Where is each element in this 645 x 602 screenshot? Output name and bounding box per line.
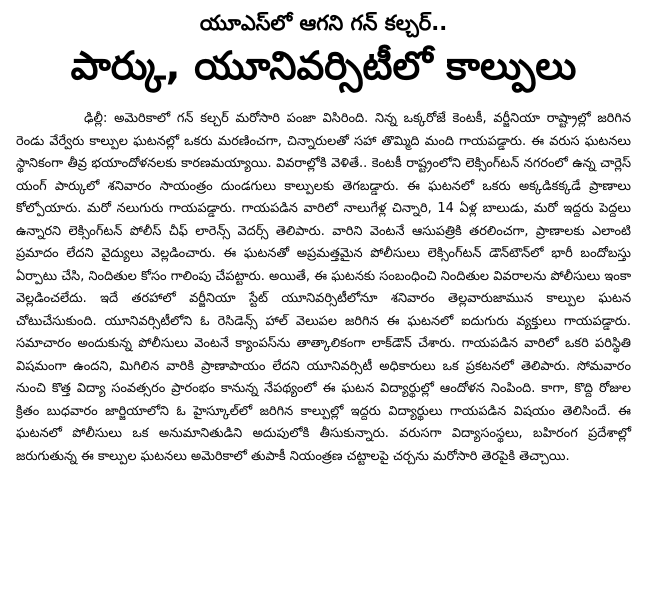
article-dateline: ఢిల్లీ:: [84, 111, 108, 126]
article-headline: పార్కు, యూనివర్సిటీలో కాల్పులు: [70, 44, 577, 89]
article-body-text: అమెరికాలో గన్ కల్చర్ మరోసారి పంజా విసిరింది. నిన్న ఒక్కరోజే కెంటకీ, వర్జీనియా రాష్ట్రాల్లో జరిగిన రెండు వేర్వేరు కాల్పుల ఘటనల్లో ఒకరు మరణించగా, చిన్నారులతో సహా తొమ్మిది మంది గాయపడ్డారు. ఈ వరుస ఘటనలు స్థానికంగా తీవ్ర భయాందోళనలకు కారణమయ్యాయి. వివరాల్లోకి వెళితే.. కెంటకీ రాష్ట్రంలోని లెక్సింగ్‌టన్ నగరంలో ఉన్న చార్లెస్ యంగ్ పార్కులో శనివారం సాయంత్రం దుండగులు కాల్పులకు తెగబడ్డారు. ఈ ఘటనలో ఒకరు అక్కడికక్కడే ప్రాణాలు కోల్పోయారు. మరో నలుగురు గాయపడ్డారు. గాయపడిన వారిలో నాలుగేళ్ల చిన్నారి, 14 ఏళ్ల బాలుడు, మరో ఇద్దరు పెద్దలు ఉన్నారని లెక్సింగ్‌టన్ పోలీస్ చీఫ్ లారెన్స్ వెదర్స్ తెలిపారు. వారిని వెంటనే ఆసుపత్రికి తరలించగా, ప్రాణాలకు ఎలాంటి ప్రమాదం లేదని వైద్యులు వెల్లడించారు. ఈ ఘటనతో అప్రమత్తమైన పోలీసులు లెక్సింగ్‌టన్ డౌన్‌టౌన్‌లో భారీ బందోబస్తు ఏర్పాటు చేసి, నిందితుల కోసం గాలింపు చేపట్టారు. అయితే, ఈ ఘటనకు సంబంధించి నిందితుల వివరాలను పోలీసులు ఇంకా వెల్లడించలేదు. ఇదే తరహాలో వర్జీనియా స్టేట్ యూనివర్సిటీలోనూ శనివారం తెల్లవారుజామున కాల్పుల ఘటన చోటుచేసుకుంది. యూనివర్సిటీలోని ఓ రెసిడెన్స్ హాల్ వెలుపల జరిగిన ఈ ఘటనలో ఐదుగురు వ్యక్తులు గాయపడ్డారు. సమాచారం అందుకున్న పోలీసులు వెంటనే క్యాంపస్‌ను తాత్కాలికంగా లాక్‌డౌన్ చేశారు. గాయపడిన వారిలో ఒకరి పరిస్థితి విషమంగా ఉందని, మిగిలిన వారికి ప్రాణాపాయం లేదని యూనివర్సిటీ అధికారులు ఒక ప్రకటనలో తెలిపారు. సోమవారం నుంచి కొత్త విద్యా సంవత్సరం ప్రారంభం కానున్న నేపథ్యంలో ఈ ఘటన విద్యార్థుల్లో ఆందోళన నింపింది. కాగా, కొద్ది రోజుల క్రితం బుధవారం జార్జియాలోని ఓ హైస్కూల్‌లో జరిగిన కాల్పుల్లో ఇద్దరు విద్యార్థులు గాయపడిన విషయం తెలిసిందే. ఈ ఘటనలో పోలీసులు ఒక అనుమానితుడిని అదుపులోకి తీసుకున్నారు. వరుసగా విద్యాసంస్థలు, బహిరంగ ప్రదేశాల్లో జరుగుతున్న ఈ కాల్పుల ఘటనలు అమెరికాలో తుపాకీ నియంత్రణ చట్టాలపై చర్చను మరోసారి తెరపైకి తెచ్చాయి.: [16, 111, 631, 464]
article-kicker: యూఎస్‌లో ఆగని గన్ కల్చర్..: [199, 11, 448, 35]
article-body: [16, 108, 631, 468]
